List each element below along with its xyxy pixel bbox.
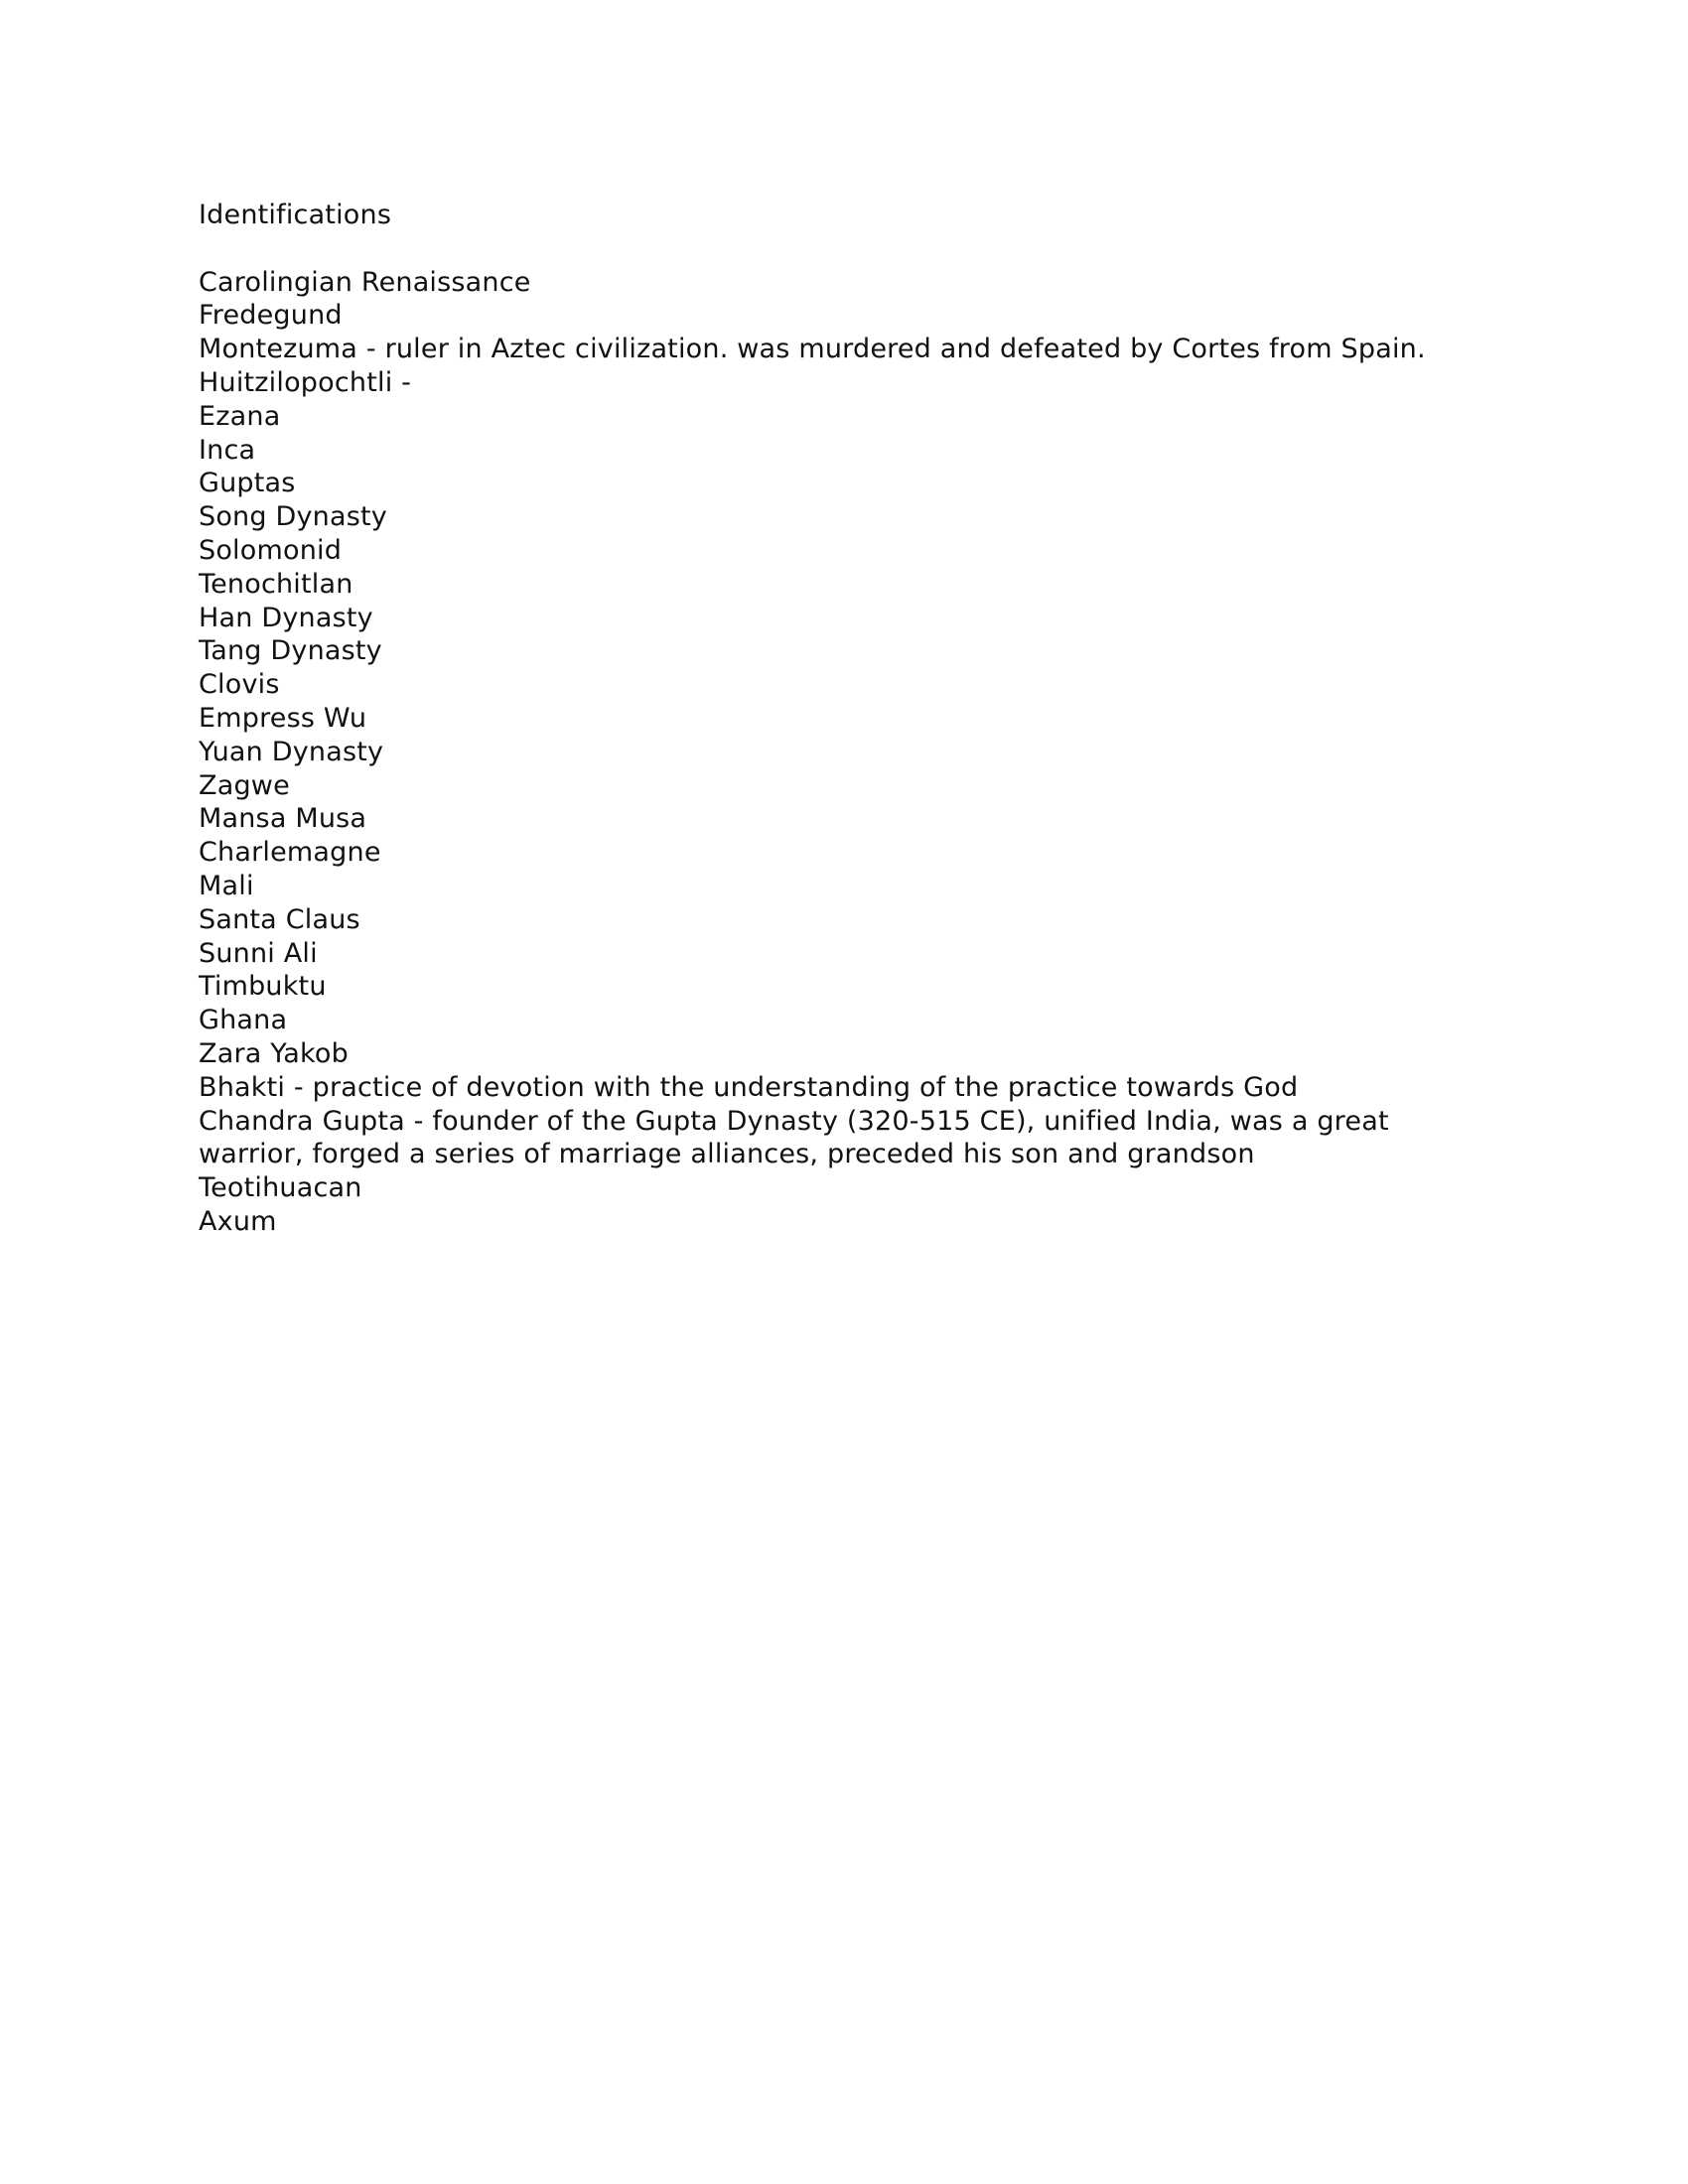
document-title: Identifications <box>199 200 392 230</box>
list-item: Zagwe <box>199 769 290 801</box>
list-item: Carolingian Renaissance <box>199 266 531 298</box>
list-item: Timbuktu <box>199 971 327 1003</box>
list-item: Huitzilopochtli - <box>199 366 412 398</box>
list-item: Bhakti - practice of devotion with the understanding of the practice towards God <box>199 1071 1299 1103</box>
list-item: Han Dynasty <box>199 602 373 633</box>
list-item: Fredegund <box>199 300 343 332</box>
list-item: Song Dynasty <box>199 501 387 533</box>
list-item: Axum <box>199 1205 277 1237</box>
document-body <box>199 199 1489 1239</box>
list-item: Charlemagne <box>199 837 381 869</box>
list-item: Teotihuacan <box>199 1172 362 1204</box>
list-item: Santa Claus <box>199 903 360 935</box>
list-item: Solomonid <box>199 534 343 566</box>
list-item: Inca <box>199 434 256 466</box>
list-item: Guptas <box>199 468 296 499</box>
list-item: Sunni Ali <box>199 937 318 969</box>
list-item: Tenochitlan <box>199 568 353 600</box>
list-item: Yuan Dynasty <box>199 736 384 767</box>
list-item: Empress Wu <box>199 702 367 734</box>
list-item: Clovis <box>199 669 280 701</box>
list-item: Zara Yakob <box>199 1037 349 1069</box>
blank-line <box>199 232 1489 266</box>
list-item: Mansa Musa <box>199 803 367 835</box>
list-item: Mali <box>199 870 254 901</box>
list-item: Tang Dynasty <box>199 635 382 667</box>
list-item: Chandra Gupta - founder of the Gupta Dynasty (320-515 CE), unified India, was a great warrior, forged a series of marriage alliances, preceded his son and grandson <box>199 1105 1389 1170</box>
identification-list <box>199 266 1489 1239</box>
list-item: Ezana <box>199 400 281 432</box>
list-item: Montezuma - ruler in Aztec civilization. was murdered and defeated by Cortes from Spain. <box>199 334 1426 365</box>
list-item: Ghana <box>199 1005 288 1036</box>
